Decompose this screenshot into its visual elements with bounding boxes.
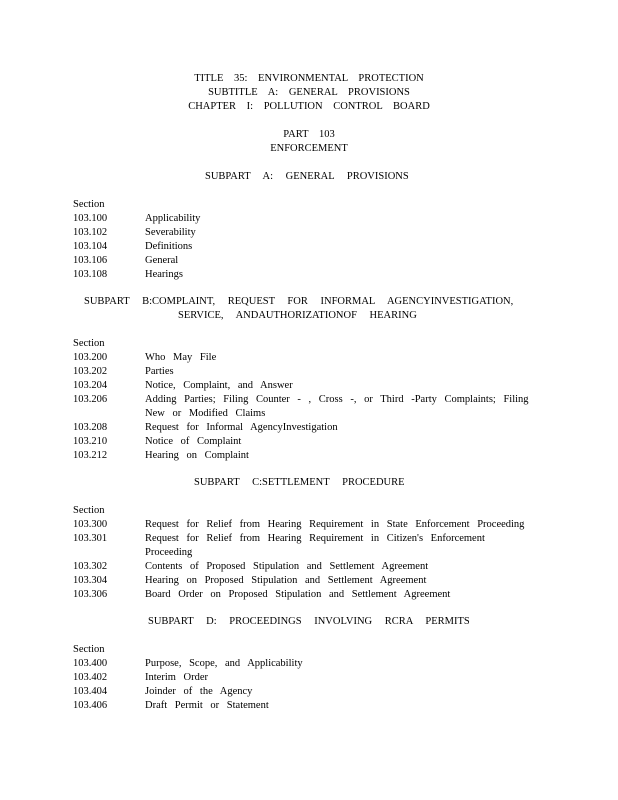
part-line: PART 103 (283, 129, 335, 140)
section-number: 103.301 (73, 533, 108, 544)
section-number: 103.202 (73, 366, 108, 377)
section-title: Notice of Complaint (145, 436, 242, 447)
section-row (73, 657, 543, 671)
section-number: 103.306 (73, 589, 108, 600)
section-row (73, 365, 543, 379)
section-row (73, 421, 543, 435)
subpart-c-title: SUBPART C:SETTLEMENT PROCEDURE (194, 477, 405, 488)
section-row (73, 449, 543, 463)
subpart-d-sections (73, 657, 543, 713)
section-row (73, 532, 543, 560)
subpart-b-sections (73, 351, 543, 463)
section-title: Adding Parties; Filing Counter - , Cross -, or Third -Party Complaints; Filing New or Modified Claims (145, 394, 529, 419)
section-row (73, 226, 543, 240)
section-number: 103.212 (73, 450, 108, 461)
subpart-c-sections (73, 518, 543, 602)
section-label: Section (73, 338, 105, 349)
section-label: Section (73, 644, 105, 655)
section-row (73, 671, 543, 685)
section-number: 103.406 (73, 700, 108, 711)
section-number: 103.100 (73, 213, 108, 224)
section-title: Purpose, Scope, and Applicability (145, 658, 303, 669)
section-title: Joinder of the Agency (145, 686, 253, 697)
section-row (73, 574, 543, 588)
section-title: Request for Informal AgencyInvestigation (145, 422, 338, 433)
section-number: 103.108 (73, 269, 108, 280)
section-title: General (145, 255, 179, 266)
section-row (73, 588, 543, 602)
subpart-a-title: SUBPART A: GENERAL PROVISIONS (205, 171, 409, 182)
section-number: 103.102 (73, 227, 108, 238)
subpart-b-title-line2: SERVICE, ANDAUTHORIZATIONOF HEARING (178, 310, 417, 321)
section-number: 103.104 (73, 241, 108, 252)
section-row (73, 240, 543, 254)
section-row (73, 518, 543, 532)
section-number: 103.400 (73, 658, 108, 669)
section-row (73, 560, 543, 574)
section-title: Hearings (145, 269, 183, 280)
section-row (73, 351, 543, 365)
section-number: 103.200 (73, 352, 108, 363)
section-title: Hearing on Complaint (145, 450, 249, 461)
section-number: 103.402 (73, 672, 108, 683)
section-row (73, 685, 543, 699)
section-number: 103.304 (73, 575, 108, 586)
section-number: 103.404 (73, 686, 108, 697)
section-label: Section (73, 199, 105, 210)
section-row (73, 268, 543, 282)
subpart-b-title: SUBPART B:COMPLAINT, REQUEST FOR INFORMAL AGENCYINVESTIGATION, (84, 296, 514, 307)
section-title: Severability (145, 227, 196, 238)
title-line: TITLE 35: ENVIRONMENTAL PROTECTION (194, 73, 424, 84)
chapter-line: CHAPTER I: POLLUTION CONTROL BOARD (188, 101, 430, 112)
section-title: Request for Relief from Hearing Requirement in State Enforcement Proceeding (145, 519, 525, 530)
section-number: 103.210 (73, 436, 108, 447)
section-row (73, 379, 543, 393)
section-title: Notice, Complaint, and Answer (145, 380, 293, 391)
section-title: Interim Order (145, 672, 209, 683)
part-name: ENFORCEMENT (270, 143, 348, 154)
section-title: Hearing on Proposed Stipulation and Settlement Agreement (145, 575, 427, 586)
section-row (73, 254, 543, 268)
section-title: Parties (145, 366, 174, 377)
section-number: 103.204 (73, 380, 108, 391)
section-number: 103.106 (73, 255, 108, 266)
section-number: 103.300 (73, 519, 108, 530)
section-title: Who May File (145, 352, 217, 363)
subtitle-line: SUBTITLE A: GENERAL PROVISIONS (208, 87, 410, 98)
section-number: 103.302 (73, 561, 108, 572)
subpart-d-title: SUBPART D: PROCEEDINGS INVOLVING RCRA PERMITS (148, 616, 470, 627)
section-label: Section (73, 505, 105, 516)
section-row (73, 393, 543, 421)
section-row (73, 435, 543, 449)
section-title: Board Order on Proposed Stipulation and Settlement Agreement (145, 589, 451, 600)
section-title: Applicability (145, 213, 201, 224)
subpart-a-sections (73, 212, 543, 282)
section-row (73, 699, 543, 713)
section-title: Contents of Proposed Stipulation and Settlement Agreement (145, 561, 429, 572)
section-row (73, 212, 543, 226)
section-title: Definitions (145, 241, 193, 252)
section-number: 103.206 (73, 394, 108, 405)
section-title: Request for Relief from Hearing Requirement in Citizen's Enforcement Proceeding (145, 533, 485, 558)
section-title: Draft Permit or Statement (145, 700, 269, 711)
section-number: 103.208 (73, 422, 108, 433)
